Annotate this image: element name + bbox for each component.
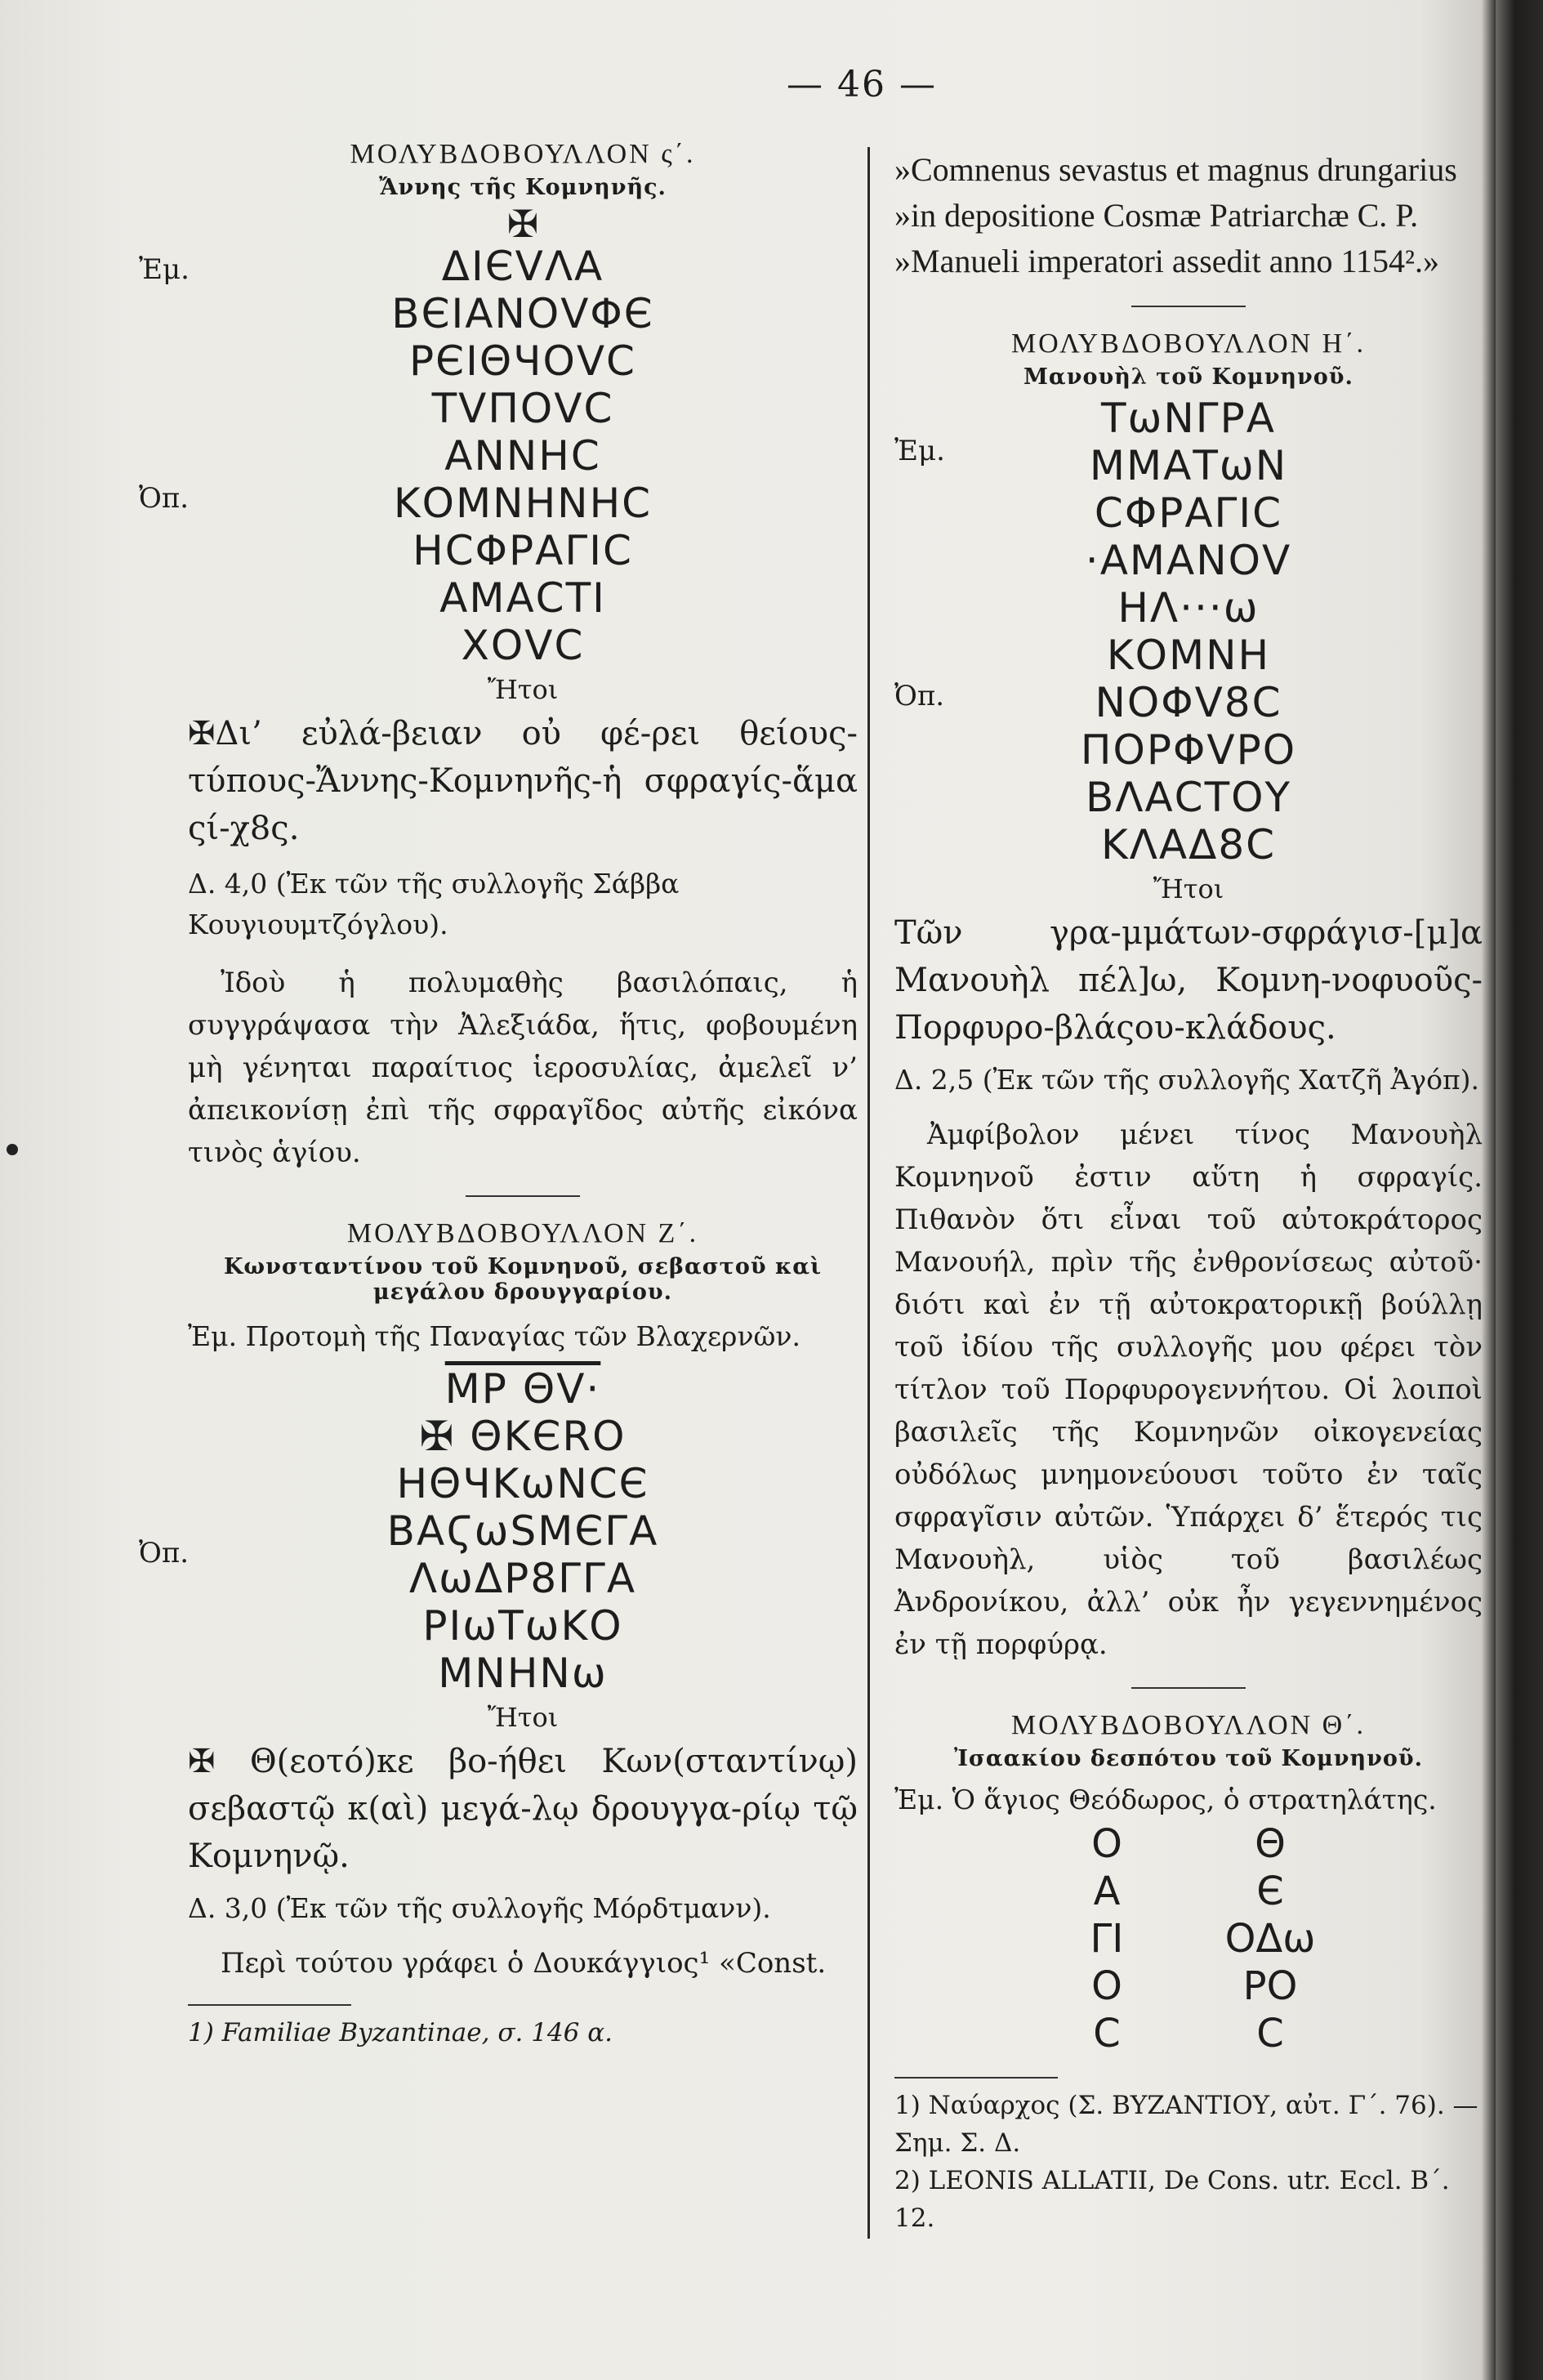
seal-8-commentary: Ἀμφίβολον μένει τίνος Μανουὴλ Κομνηνοῦ ἐστιν αὕτη ἡ σφραγίς. Πιθανὸν ὅτι εἶναι τοῦ αὐτοκράτορος Μανουήλ, πρὶν τῆς ἐνθρονίσεως αὐτοῦ· διότι καὶ ἐν τῇ αὐτοκρατορικῇ βούλλῃ τοῦ ἰδίου τῆς συλλογῆς μου φέρει τὸν τίτλον τοῦ Πορφυρογεννήτου. Οἱ λοιποὶ βασιλεῖς τῆς Κομνηνῶν οἰκογενείας οὐδόλως μνημονεύουσι τοῦτο ἐν ταῖς σφραγῖσιν αὐτῶν. Ὑπάρχει δ’ ἕτερός τις Μανουὴλ, υἱὸς τοῦ βασιλέως Ἀνδρονίκου, ἀλλ’ οὐκ ἦν γεγεννημένος ἐν τῇ πορφύρᾳ. [894, 1119, 1483, 1661]
grid-cell: Α [1093, 1869, 1121, 1914]
inscription-line: ΔΙЄVΛΑ [441, 243, 604, 290]
seal-7-note: Περὶ τούτου γράφει ὁ Δουκάγγιος¹ «Const. [221, 1947, 827, 1980]
seal-7-obverse-description: Ἐμ. Προτομὴ τῆς Παναγίας τῶν Βλαχερνῶν. [188, 1320, 800, 1352]
column-divider [867, 147, 870, 2239]
inscription-line: ΜΜΑΤωΝ [1089, 442, 1288, 489]
page-number: — 46 — [787, 64, 937, 105]
inscription-line: ΚΛΑΔ8Ϲ [1100, 821, 1277, 868]
footnote-1: 1) Familiae Byzantinae, σ. 146 α. [188, 2018, 613, 2047]
grid-cell: ΡΟ [1242, 1963, 1298, 2009]
grid-cell: Ο [1091, 1963, 1122, 2009]
seal-7-monogram: ΜΡ ΘV· [444, 1365, 601, 1413]
inscription-line: ΤVΠΟVϹ [431, 385, 614, 432]
seal-8-reverse-inscription [894, 632, 1483, 868]
seal-7-section [139, 1218, 858, 1985]
inscription-line: ϹΦΡΑΓΙϹ [1094, 489, 1283, 537]
seal-9-section [894, 1710, 1483, 2057]
seal-8-subtitle: Μανουὴλ τοῦ Κομνηνοῦ. [1023, 364, 1353, 390]
inscription-line: ΛωΔΡ8ΓΓΑ [408, 1555, 637, 1602]
seal-9-obverse-description: Ἐμ. Ὁ ἅγιος Θεόδωρος, ὁ στρατηλάτης. [894, 1784, 1437, 1815]
grid-cell: Θ [1255, 1821, 1286, 1867]
etoi-label: Ἤτοι [487, 1702, 559, 1733]
section-separator [1131, 1687, 1246, 1689]
latin-line: »Manueli imperatori assedit anno 1154².» [894, 243, 1440, 279]
inscription-line: ΚΟΜΝΗ [1106, 632, 1271, 679]
footnote-rule [188, 2004, 351, 2006]
seal-6-reverse-inscription [188, 432, 858, 669]
seal-9-title: ΜΟΛΥΒΔΟΒΟΥΛΛΟΝ Θ΄. [1010, 1710, 1367, 1740]
seal-8-reading: Τῶν γρα-μμάτων-σφράγισ-[μ]α Μανουὴλ πέλ]ω, Κομνη-νοφυοῦς-Πορφυρο-βλάςου-κλάδους. [894, 914, 1483, 1047]
seal-6-source: Δ. 4,0 (Ἐκ τῶν τῆς συλλογῆς Σάββα Κουγιουμτζόγλου). [188, 868, 680, 940]
footnote-1: 1) Ναύαρχος (Σ. ΒΥΖΑΝΤΙΟΥ, αὐτ. Γ΄. 76). — Σημ. Σ. Δ. [894, 2091, 1478, 2158]
latin-line: »Comnenus sevastus et magnus drungarius [894, 151, 1457, 188]
seal-7-reverse-inscription [188, 1413, 858, 1697]
footnote-2: 2) LEONIS ALLATII, De Cons. utr. Eccl. Β΄. 12. [894, 2166, 1450, 2233]
reverse-label: Ὀπ. [894, 680, 945, 712]
inscription-line: ΤωΝΓΡΑ [1100, 395, 1277, 442]
inscription-line: ΗΛ···ω [1117, 584, 1260, 632]
seal-8-section [894, 328, 1483, 1666]
seal-6-section [139, 139, 858, 1174]
seal-8-source: Δ. 2,5 (Ἐκ τῶν τῆς συλλογῆς Χατζῆ Ἀγόπ). [894, 1064, 1480, 1096]
etoi-label: Ἤτοι [1153, 873, 1224, 904]
inscription-line: ΡЄΙΘЧΟVϹ [409, 337, 636, 385]
inscription-line: ΑΜΑϹΤΙ [439, 574, 606, 622]
inscription-line: ΡΙωΤωΚΟ [422, 1602, 623, 1650]
book-spine-shadow [1496, 0, 1543, 2380]
seal-6-commentary: Ἰδοὺ ἡ πολυμαθὴς βασιλόπαις, ἡ συγγράψασα τὴν Ἀλεξιάδα, ἥτις, φοβουμένη μὴ γένηται παραίτιος ἱεροσυλίας, ἀμελεῖ ν’ ἀπεικονίσῃ ἐπὶ τῆς σφραγῖδος αὐτῆς εἰκόνα τινὸς ἁγίου. [188, 967, 858, 1169]
inscription-line: ΜΝΗΝω [438, 1650, 608, 1697]
reverse-label: Ὀπ. [139, 482, 190, 515]
seal-7-reading: ✠ Θ(εοτό)κε βο-ήθει Κων(σταντίνῳ) σεβαστῷ κ(αὶ) μεγά-λῳ δρουγγα-ρίῳ τῷ Κομνηνῷ. [188, 1743, 858, 1875]
latin-line: »in depositione Cosmæ Patriarchæ C. P. [894, 197, 1419, 234]
seal-9-subtitle: Ἰσαακίου δεσπότου τοῦ Κομνηνοῦ. [953, 1746, 1424, 1771]
inscription-line: ·ΑΜΑΝΟV [1085, 537, 1292, 584]
grid-cell: ΟΔω [1224, 1916, 1316, 1962]
margin-dot [7, 1144, 18, 1155]
inscription-line: ΗΘЧΚωΝϹЄ [396, 1460, 649, 1507]
cross-icon: ✠ [506, 202, 539, 246]
inscription-line: ΒΛΑϹΤΟΥ [1085, 774, 1292, 821]
obverse-label: Ἐμ. [894, 435, 945, 467]
inscription-line: ΚΟΜΝΗΝΗϹ [393, 480, 653, 527]
etoi-label: Ἤτοι [487, 674, 559, 705]
inscription-line: ΒЄΙΑΝΟVΦЄ [391, 290, 654, 337]
inscription-line: ΠΟΡΦVΡΟ [1080, 726, 1297, 774]
reverse-label: Ὀπ. [139, 1537, 190, 1570]
grid-cell: Є [1256, 1869, 1284, 1914]
seal-7-title: ΜΟΛΥΒΔΟΒΟΥΛΛΟΝ Ζ΄. [346, 1218, 699, 1248]
seal-9-inscription-grid [1025, 1820, 1352, 2057]
seal-6-subtitle: Ἄννης τῆς Κομνηνῆς. [379, 175, 667, 200]
inscription-line: ΝΟΦV8Ϲ [1095, 679, 1282, 726]
inscription-line: ΗϹΦΡΑΓΙϹ [413, 527, 633, 574]
grid-cell: Ϲ [1256, 2011, 1284, 2056]
seal-8-title: ΜΟΛΥΒΔΟΒΟΥΛΛΟΝ Η΄. [1010, 328, 1367, 359]
seal-7-subtitle: Κωνσταντίνου τοῦ Κομνηνοῦ, σεβαστοῦ καὶ μεγάλου δρουγγαρίου. [223, 1254, 823, 1305]
inscription-line: ΑΝΝΗϹ [444, 432, 601, 480]
footnote-rule [894, 2077, 1058, 2079]
section-separator [466, 1195, 580, 1197]
grid-cell: Ο [1091, 1821, 1122, 1867]
inscription-line: ΒΑϚωSΜЄΓΑ [386, 1507, 659, 1555]
left-column [139, 139, 858, 2052]
seal-8-obverse-inscription [894, 395, 1483, 632]
seal-6-title: ΜΟΛΥΒΔΟΒΟΥΛΛΟΝ ς΄. [350, 139, 696, 169]
obverse-label: Ἐμ. [139, 253, 190, 286]
seal-6-obverse-inscription [188, 243, 858, 432]
grid-cell: ΓΙ [1090, 1916, 1124, 1962]
inscription-line: ΧΟVϹ [461, 622, 585, 669]
seal-7-source: Δ. 3,0 (Ἐκ τῶν τῆς συλλογῆς Μόρδτμανν). [188, 1892, 771, 1924]
latin-quote [894, 147, 1483, 284]
grid-cell: Ϲ [1093, 2011, 1121, 2056]
inscription-line: ✠ ΘΚЄRΟ [419, 1413, 627, 1460]
section-separator [1131, 306, 1246, 307]
right-column [894, 147, 1483, 2237]
seal-6-reading: ✠Δι’ εὐλά-βειαν οὐ φέ-ρει θείους-τύπους-Ἄννης-Κομνηνῆς-ἡ σφραγίς-ἅμα ςί-χ8ς. [188, 715, 858, 847]
